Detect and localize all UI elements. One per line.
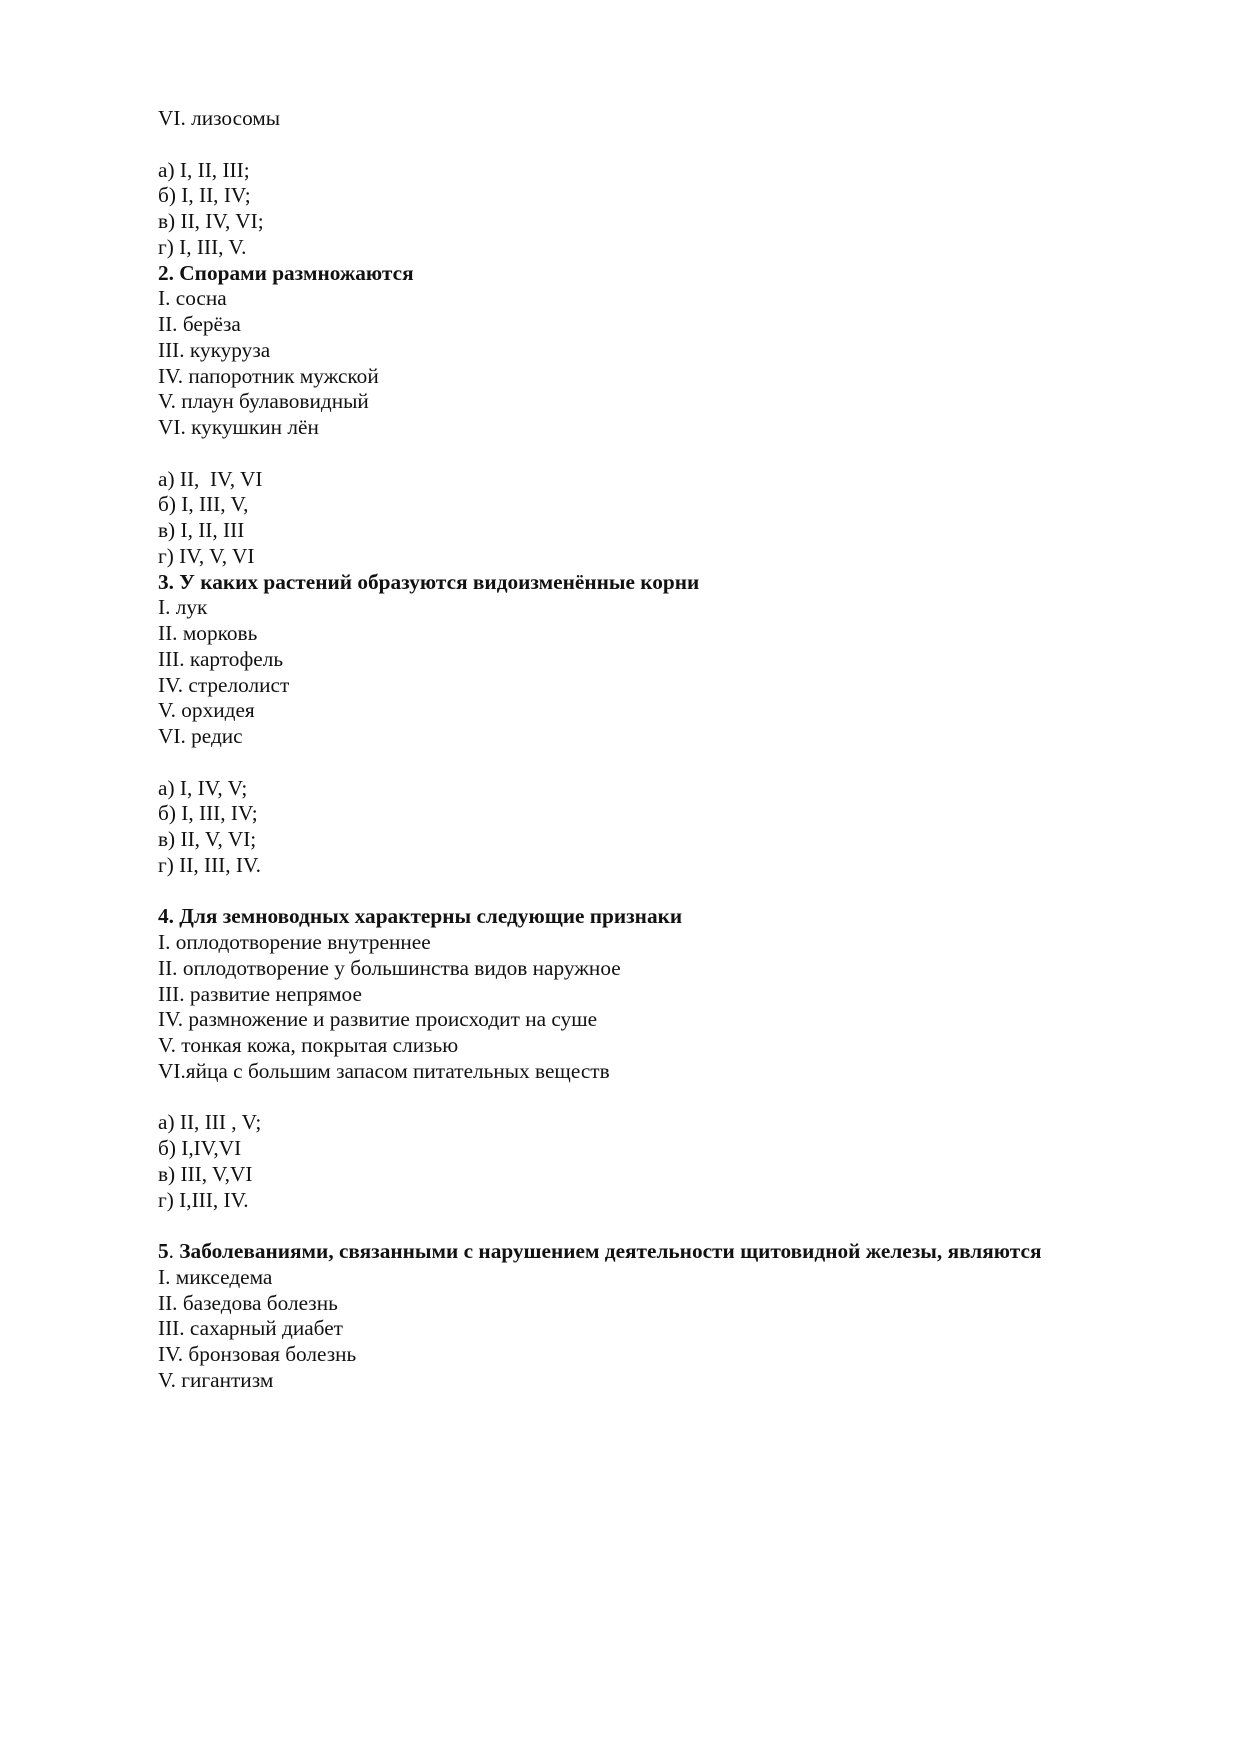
question-2-item-4: IV. папоротник мужской xyxy=(158,363,379,388)
question-4-answer-v: в) III, V,VI xyxy=(158,1161,253,1186)
question-3-answer-g: г) II, III, IV. xyxy=(158,852,261,877)
question-1-answer-b: б) I, II, IV; xyxy=(158,183,251,208)
blank-line xyxy=(158,132,1098,158)
question-1-tail xyxy=(158,106,1098,261)
blank-line xyxy=(158,750,1098,776)
question-5 xyxy=(158,1239,1098,1394)
question-2-item-2: II. берёза xyxy=(158,312,241,336)
question-4-item-3: III. развитие непрямое xyxy=(158,981,362,1006)
question-5-item-2: II. базедова болезнь xyxy=(158,1290,338,1315)
blank-line xyxy=(158,441,1098,467)
question-4-answer-g: г) I,III, IV. xyxy=(158,1187,249,1212)
question-3-answer-b: б) I, III, IV; xyxy=(158,801,258,826)
question-1-answer-v: в) II, IV, VI; xyxy=(158,209,264,233)
question-3-answer-a: а) I, IV, V; xyxy=(158,775,248,800)
question-4-title: 4. Для земноводных характерны следующие признаки xyxy=(158,904,683,929)
document-page xyxy=(158,106,1098,1394)
question-5-item-3: III. сахарный диабет xyxy=(158,1316,343,1341)
question-2-answer-b: б) I, III, V, xyxy=(158,492,249,517)
question-2-item-1: I. сосна xyxy=(158,286,227,311)
question-2-answer-a: а) II, IV, VI xyxy=(158,466,263,491)
question-1-answer-g: г) I, III, V. xyxy=(158,234,247,259)
question-4-item-6: VI.яйца с большим запасом питательных веществ xyxy=(158,1058,610,1083)
question-3-item-4: IV. стрелолист xyxy=(158,672,290,697)
question-4-item-2: II. оплодотворение у большинства видов наружное xyxy=(158,955,621,980)
question-3-item-2: II. морковь xyxy=(158,621,258,645)
question-3 xyxy=(158,570,1098,905)
blank-line xyxy=(158,1213,1098,1239)
question-4-answer-a: а) II, III , V; xyxy=(158,1110,262,1135)
question-5-title xyxy=(158,1239,1098,1265)
question-4-item-5: V. тонкая кожа, покрытая слизью xyxy=(158,1033,459,1057)
blank-line xyxy=(158,1085,1098,1111)
question-2-answer-g: г) IV, V, VI xyxy=(158,543,255,568)
question-3-item-1: I. лук xyxy=(158,595,208,620)
question-3-answer-v: в) II, V, VI; xyxy=(158,827,257,851)
question-5-number-dot: . xyxy=(168,1239,174,1263)
question-4 xyxy=(158,904,1098,1239)
question-4-item-1: I. оплодотворение внутреннее xyxy=(158,930,431,954)
question-4-answer-b: б) I,IV,VI xyxy=(158,1136,242,1160)
question-5-item-5: V. гигантизм xyxy=(158,1367,274,1392)
question-4-item-4: IV. размножение и развитие происходит на суше xyxy=(158,1007,598,1032)
question-2-title: 2. Спорами размножаются xyxy=(158,260,414,285)
question-5-item-1: I. микседема xyxy=(158,1264,273,1289)
question-5-number: 5 xyxy=(158,1239,169,1263)
question-2 xyxy=(158,261,1098,570)
question-2-answer-v: в) I, II, III xyxy=(158,518,245,542)
question-5-item-4: IV. бронзовая болезнь xyxy=(158,1342,357,1366)
question-1-item-6: VI. лизосомы xyxy=(158,106,281,130)
question-2-item-3: III. кукуруза xyxy=(158,337,271,362)
blank-line xyxy=(158,879,1098,905)
question-2-item-5: V. плаун булавовидный xyxy=(158,389,369,414)
question-3-item-5: V. орхидея xyxy=(158,698,255,723)
question-3-item-6: VI. редис xyxy=(158,724,243,748)
question-5-title-text: Заболеваниями, связанными с нарушением деятельности щитовидной железы, являются xyxy=(173,1239,1042,1263)
question-1-answer-a: а) I, II, III; xyxy=(158,157,250,182)
question-3-title: 3. У каких растений образуются видоизменённые корни xyxy=(158,569,700,594)
question-2-item-6: VI. кукушкин лён xyxy=(158,415,319,439)
question-3-item-3: III. картофель xyxy=(158,646,284,671)
